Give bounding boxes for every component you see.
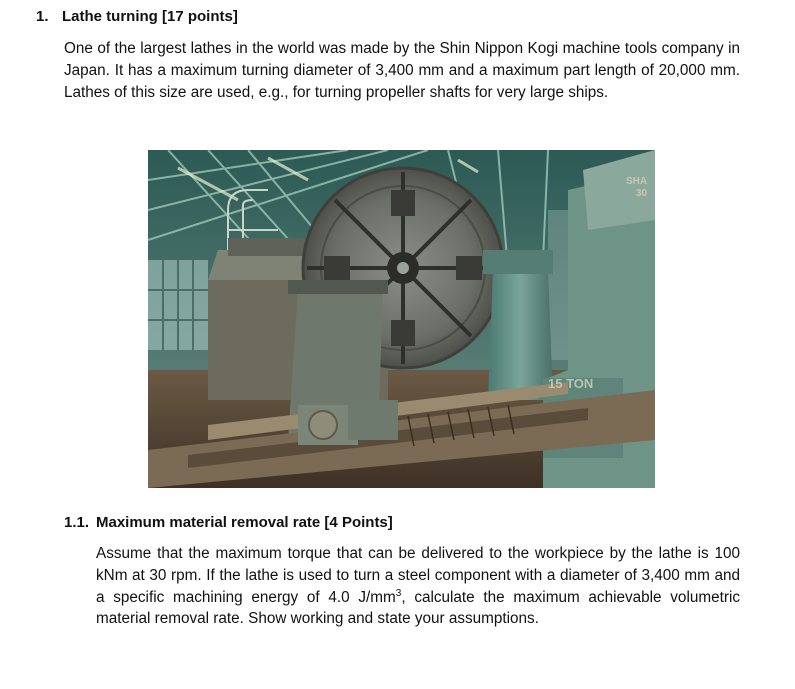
lathe-illustration [148, 150, 655, 488]
intro-paragraph: One of the largest lathes in the world was made by the Shin Nippon Kogi machine tools company in Japan. It has a maximum turning diameter of 3,400 mm and a maximum part length of 20,000 mm. Lathes of this size are used, e.g., for turning propeller shafts for very large ships. [64, 40, 740, 101]
subsection-number: 1.1. [64, 514, 90, 531]
unit-exponent: 3 [395, 587, 402, 599]
section-number: 1. [36, 8, 49, 25]
section-heading [36, 8, 238, 25]
subsection-heading [64, 514, 393, 531]
section-title: Lathe turning [17 points] [62, 8, 238, 25]
plate-text-line1: SHA [626, 176, 648, 187]
lathe-photo [148, 150, 655, 488]
subsection-title: Maximum material removal rate [4 Points] [96, 514, 393, 531]
task-text-part2: , calculate the maximum achievable volumetric material removal rate. Show working and state your assumptions. [96, 588, 740, 628]
plate-text-line2: 30 [636, 188, 648, 199]
task-text-part1: Assume that the maximum torque that can be delivered to the workpiece by the lathe is 100 kNm at 30 rpm. If the lathe is used to turn a steel component with a diameter of 3,400 mm and a specific machining energy of 4.0 J/mm [96, 545, 740, 606]
stamp-text: 15 TON [548, 376, 594, 391]
task-paragraph [96, 543, 740, 630]
